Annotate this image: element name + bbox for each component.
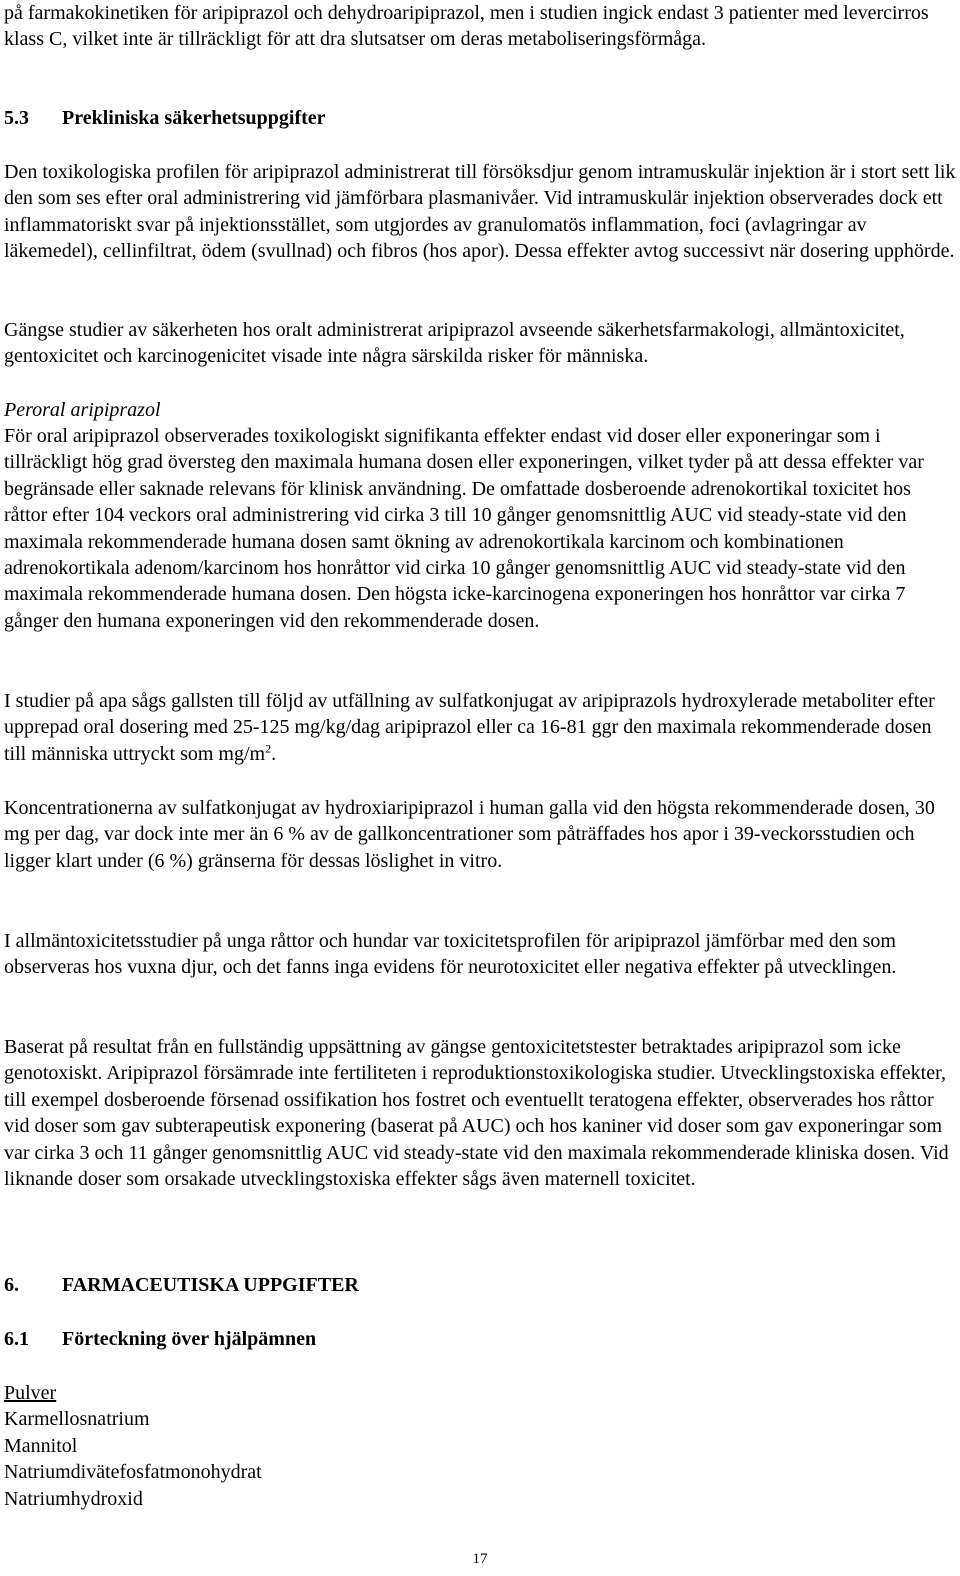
list-item: Natriumhydroxid (4, 1487, 143, 1510)
paragraph-genotoxicity: Baserat på resultat från en fullständig uppsättning av gängse gentoxicitetstester betraktades aripiprazol som icke genotoxiskt. Aripiprazol försämrade inte fertiliteten i reproduktionstoxikologiska studier. Utvecklingstoxiska effekter, till exempel dosberoende försenad ossifikation hos fostret och eventuellt teratogena effekter, observerades hos råttor vid doser som gav subterapeutisk exponering (baserat på AUC) och hos kaniner vid doser som gav exponeringar som var cirka 3 och 11 gånger genomsnittlig AUC vid steady-state vid den maximala rekommenderade kliniska dosen. Vid liknande doser som orsakade utvecklingstoxiska effekter sågs även maternell toxicitet. (4, 1036, 949, 1191)
section-number: 6.1 (4, 1328, 29, 1350)
list-item: Karmellosnatrium (4, 1408, 150, 1431)
list-item: Natriumdivätefosfatmonohydrat (4, 1461, 262, 1484)
list-item: Mannitol (4, 1434, 78, 1457)
paragraph-toxicology-profile: Den toxikologiska profilen för aripiprazol administrerat till försöksdjur genom intramuskulär injektion är i stort sett lik den som ses efter oral administrering vid jämförbara plasmanivåer. Vid intramuskulär injektion observerades dock ett inflammatoriskt svar på injektionsstället, som utgjordes av granulomatös inflammation, foci (avlagringar av läkemedel), cellinfiltrat, ödem (svullnad) och fibros (hos apor). Dessa effekter avtog successivt när dosering upphörde. (4, 161, 956, 263)
page-number: 17 (472, 1551, 488, 1567)
section-heading-6 (4, 1272, 359, 1298)
section-number: 6. (4, 1274, 19, 1296)
section-number: 5.3 (4, 107, 29, 129)
paragraph-gallstones (4, 688, 939, 767)
gallstones-end: . (271, 742, 277, 765)
section-title: Prekliniska säkerhetsuppgifter (62, 107, 326, 129)
section-heading-6-1 (4, 1326, 316, 1352)
paragraph-oral-effects: För oral aripiprazol observerades toxikologiskt signifikanta effekter endast vid doser eller exponeringar som i tillräckligt hög grad översteg den maximala humana dosen eller exponeringen, vilket tyder på att dessa effekter var begränsade eller saknade relevans för klinisk användning. De omfattade dosberoende adrenokortikal toxicitet hos råttor efter 104 veckors oral administrering vid cirka 3 till 10 gånger genomsnittlig AUC vid steady-state vid den maximala rekommenderade humana dosen samt ökning av adrenokortikala karcinom och kombinationen adrenokortikala adenom/karcinom hos honråttor vid cirka 10 gånger genomsnittlig AUC vid steady-state vid den maximala rekommenderade humana dosen. Den högsta icke-karcinogena exponeringen hos honråttor var cirka 7 gånger den humana exponeringen vid den rekommenderade dosen. (4, 425, 924, 632)
paragraph-general-toxicity: I allmäntoxicitetsstudier på unga råttor och hundar var toxicitetsprofilen för aripiprazol jämförbar med den som observeras hos vuxna djur, och det fanns inga evidens för neurotoxicitet eller negativa effekter på utvecklingen. (4, 930, 897, 979)
list-label-pulver: Pulver (4, 1382, 57, 1404)
section-title: Förteckning över hjälpämnen (62, 1328, 317, 1350)
section-title: FARMACEUTISKA UPPGIFTER (62, 1274, 359, 1296)
gallstones-text: I studier på apa sågs gallsten till följd av utfällning av sulfatkonjugat av aripiprazols hydroxylerade metaboliter efter upprepad oral dosering med 25-125 mg/kg/dag aripiprazol eller ca 16-81 ggr den maximala rekommenderade dosen till människa uttryckt som mg/m (4, 690, 935, 765)
paragraph-safety-studies: Gängse studier av säkerheten hos oralt administrerat aripiprazol avseende säkerhetsfarmakologi, allmäntoxicitet, gentoxicitet och karcinogenicitet visade inte några särskilda risker för människa. (4, 319, 905, 368)
subheading-peroral: Peroral aripiprazol (4, 399, 161, 421)
superscript-2: 2 (265, 741, 272, 756)
paragraph-concentrations: Koncentrationerna av sulfatkonjugat av hydroxiaripiprazol i human galla vid den högsta rekommenderade dosen, 30 mg per dag, var dock inte mer än 6 % av de gallkoncentrationer som påträffades hos apor i 39-veckorsstudien och ligger klart under (6 %) gränserna för dessas löslighet in vitro. (4, 797, 935, 872)
excipients-list (4, 1380, 262, 1512)
intro-paragraph: på farmakokinetiken för aripiprazol och dehydroaripiprazol, men i studien ingick endast 3 patienter med levercirros klass C, vilket inte är tillräckligt för att dra slutsatser om deras metaboliseringsförmåga. (4, 2, 929, 51)
section-heading-5-3 (4, 105, 326, 131)
